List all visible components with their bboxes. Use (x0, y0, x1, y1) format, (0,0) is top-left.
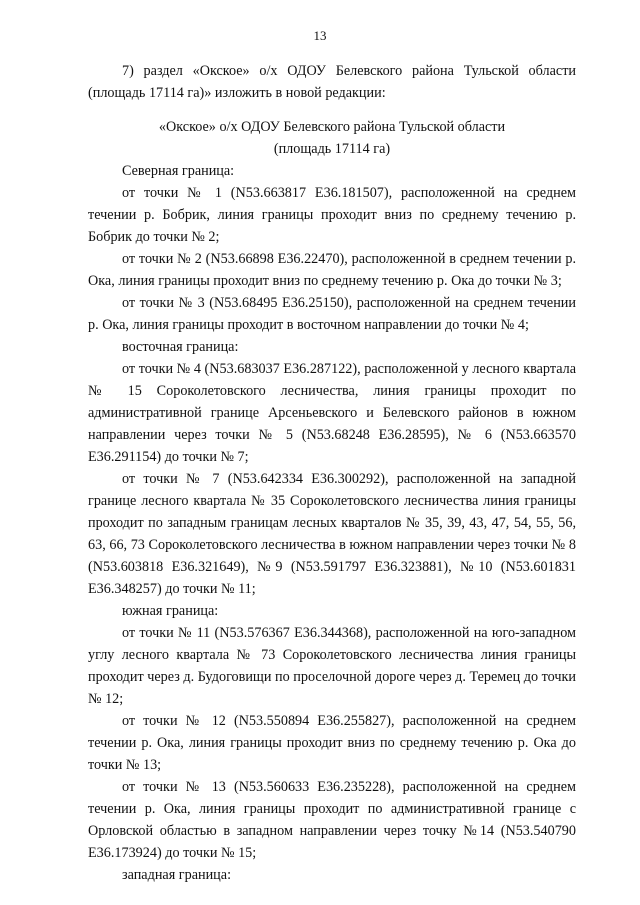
east-boundary-paragraph-1: от точки № 4 (N53.683037 E36.287122), расположенной у лесного квартала № 15 Сороколетовского лесничества, линия границы проходит по административной границе Арсеньевского и Белевского районов в южном направлении через точки № 5 (N53.68248 E36.28595), № 6 (N53.663570 E36.291154) до точки № 7; (88, 361, 576, 465)
west-boundary-label: западная граница: (122, 867, 232, 883)
north-boundary-paragraph-2: от точки № 2 (N53.66898 E36.22470), расположенной в среднем течении р. Ока, линия границы проходит вниз по среднему течению р. Ока до точки № 3; (88, 251, 576, 289)
south-boundary-paragraph-1: от точки № 11 (N53.576367 E36.344368), расположенной на юго-западном углу лесного квартала № 73 Сороколетовского лесничества линия границы проходит через д. Будоговищи по проселочной дороге через д. Теремец до точки № 12; (88, 625, 576, 707)
document-body (88, 60, 576, 886)
east-boundary-label: восточная граница: (122, 339, 239, 355)
east-boundary-paragraph-2: от точки № 7 (N53.642334 E36.300292), расположенной на западной границе лесного квартала № 35 Сороколетовского лесничества линия границы проходит по западным границам лесных кварталов № 35, 39, 43, 47, 54, 55, 56, 63, 66, 73 Сороколетовского лесничества в южном направлении через точки № 8 (N53.603818 E36.321649), №9 (N53.591797 E36.323881), №10 (N53.601831 E36.348257) до точки № 11; (88, 471, 576, 597)
north-boundary-paragraph-1: от точки № 1 (N53.663817 E36.181507), расположенной на среднем течении р. Бобрик, линия границы проходит вниз по среднему течению р. Бобрик до точки № 2; (88, 185, 576, 245)
section-subtitle: (площадь 17114 га) (273, 141, 391, 157)
north-boundary-paragraph-3: от точки № 3 (N53.68495 E36.25150), расположенной на среднем течении р. Ока, линия границы проходит в восточном направлении до точки № 4; (88, 295, 576, 333)
south-boundary-label: южная граница: (122, 603, 219, 619)
page-number: 13 (313, 28, 327, 43)
intro-paragraph: 7) раздел «Окское» о/х ОДОУ Белевского района Тульской области (площадь 17114 га)» изложить в новой редакции: (88, 63, 576, 101)
section-title: «Окское» о/х ОДОУ Белевского района Тульской области (158, 119, 506, 135)
north-boundary-label: Северная граница: (122, 163, 235, 179)
south-boundary-paragraph-2: от точки № 12 (N53.550894 E36.255827), расположенной на среднем течении р. Ока, линия границы проходит вниз по среднему течению р. Ока до точки № 13; (88, 713, 576, 773)
south-boundary-paragraph-3: от точки № 13 (N53.560633 E36.235228), расположенной на среднем течении р. Ока, линия границы проходит по административной границе с Орловской областью в западном направлении через точку №14 (N53.540790 E36.173924) до точки № 15; (88, 779, 576, 861)
